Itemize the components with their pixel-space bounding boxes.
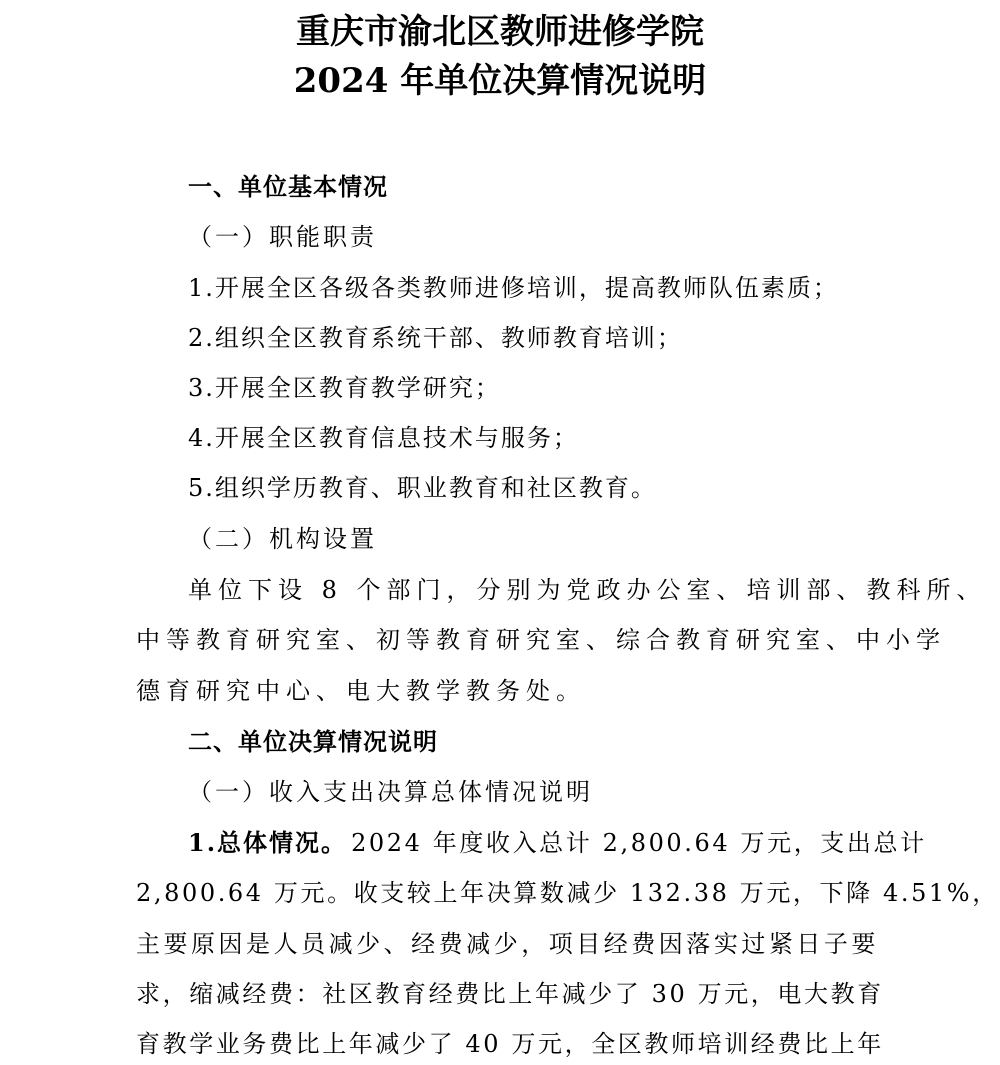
org-paragraph-line-3: 德育研究中心、电大教学教务处。 [136, 677, 586, 705]
subsection-heading-income-expenditure: （一）收入支出决算总体情况说明 [188, 778, 593, 806]
duty-item-1: 1.开展全区各级各类教师进修培训，提高教师队伍素质； [188, 274, 839, 302]
duty-item-2: 2.组织全区教育系统干部、教师教育培训； [188, 324, 683, 352]
overall-lead: 1.总体情况。 [188, 828, 348, 857]
duty-item-5: 5.组织学历教育、职业教育和社区教育。 [188, 474, 657, 502]
org-paragraph-line-2: 中等教育研究室、初等教育研究室、综合教育研究室、中小学 [136, 626, 946, 654]
overall-paragraph-line-4: 求，缩减经费：社区教育经费比上年减少了 30 万元，电大教育 [136, 980, 884, 1008]
subsection-heading-duties: （一）职能职责 [188, 223, 377, 251]
overall-paragraph-line-1 [188, 828, 927, 858]
org-paragraph-line-1: 单位下设 8 个部门，分别为党政办公室、培训部、教科所、 [188, 576, 987, 604]
duty-item-4: 4.开展全区教育信息技术与服务； [188, 424, 579, 452]
document-title-line-2: 2024 年单位决算情况说明 [293, 61, 707, 101]
overall-paragraph-line-5: 育教学业务费比上年减少了 40 万元，全区教师培训经费比上年 [136, 1030, 884, 1058]
subsection-heading-organization: （二）机构设置 [188, 525, 377, 553]
section-heading-final-accounts: 二、单位决算情况说明 [188, 728, 438, 756]
section-heading-basic-info: 一、单位基本情况 [188, 173, 388, 201]
overall-paragraph-line-2: 2,800.64 万元。收支较上年决算数减少 132.38 万元，下降 4.51%， [136, 879, 999, 907]
document-title-line-1: 重庆市渝北区教师进修学院 [296, 12, 704, 52]
duty-item-3: 3.开展全区教育教学研究； [188, 374, 501, 402]
overall-text-line-1: 2024 年度收入总计 2,800.64 万元，支出总计 [351, 829, 927, 857]
overall-paragraph-line-3: 主要原因是人员减少、经费减少，项目经费因落实过紧日子要 [136, 930, 878, 958]
